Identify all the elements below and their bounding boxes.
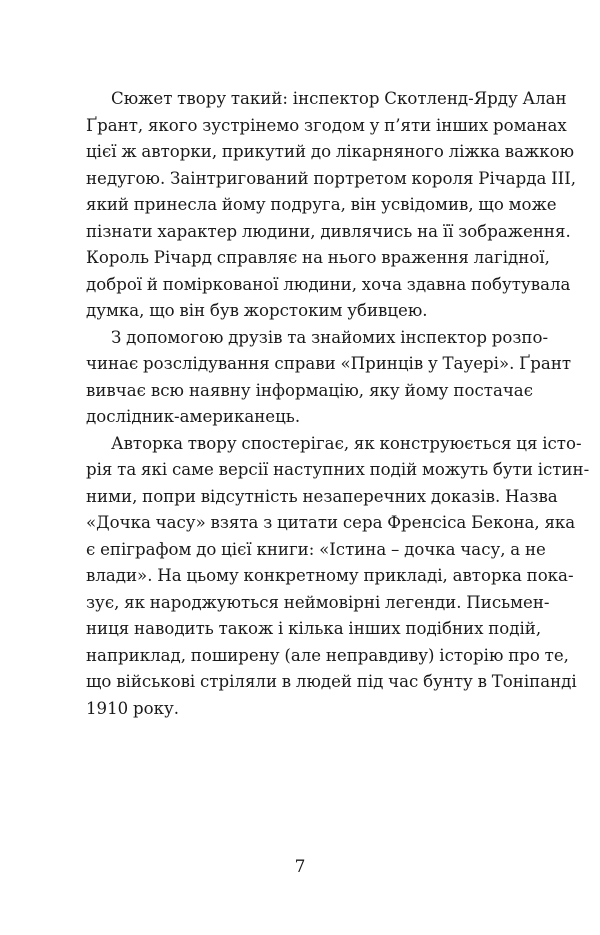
text-line: ними, попри відсутність незаперечних доказів. Назва — [86, 486, 558, 506]
text-line: рія та які саме версії наступних подій можуть бути істин- — [86, 460, 590, 479]
text-line: Авторка твору спостерігає, як конструюється ця істо- — [111, 433, 582, 453]
body-text — [86, 86, 590, 722]
text-line: ниця наводить також і кілька інших подібних подій, — [86, 619, 542, 638]
text-line: думка, що він був жорстоким убивцею. — [86, 301, 428, 320]
text-line: цієї ж авторки, прикутий до лікарняного ліжка важкою — [86, 142, 575, 161]
paragraph-2 — [86, 325, 572, 431]
text-line: є епіграфом до цієї книги: «Істина – дочка часу, а не — [86, 539, 546, 559]
text-line: «Дочка часу» взята з цитати сера Френсіса Бекона, яка — [86, 513, 576, 532]
text-line: дослідник-американець. — [86, 407, 301, 426]
text-line: наприклад, поширену (але неправдиву) історію про те, — [86, 645, 569, 665]
text-line: чинає розслідування справи «Принців у Тауері». Ґрант — [86, 354, 572, 373]
text-line: пізнати характер людини, дивлячись на її зображення. — [86, 221, 571, 241]
text-line: що військові стріляли в людей під час бунту в Тоніпанді — [86, 672, 577, 691]
text-line: Король Річард справляє на нього враження лагідної, — [86, 248, 550, 267]
text-line: З допомогою друзів та знайомих інспектор розпо- — [111, 327, 549, 347]
paragraph-1 — [86, 86, 577, 325]
page-number: 7 — [294, 857, 306, 877]
text-line: Сюжет твору такий: інспектор Скотленд-Ярду Алан — [111, 89, 567, 108]
text-line: який принесла йому подруга, він усвідомив, що може — [86, 195, 557, 214]
paragraph-3 — [86, 431, 590, 723]
text-line: 1910 року. — [86, 698, 180, 718]
text-line: Ґрант, якого зустрінемо згодом у п’яти інших романах — [86, 115, 567, 135]
text-line: вивчає всю наявну інформацію, яку йому постачає — [86, 380, 533, 400]
text-line: недугою. Заінтригований портретом короля Річарда III, — [86, 168, 577, 188]
text-line: влади». На цьому конкретному прикладі, авторка пока- — [86, 566, 574, 585]
text-line: зує, як народжуються неймовірні легенди. Письмен- — [86, 592, 550, 612]
text-line: доброї й поміркованої людини, хоча здавна побутувала — [86, 274, 571, 294]
